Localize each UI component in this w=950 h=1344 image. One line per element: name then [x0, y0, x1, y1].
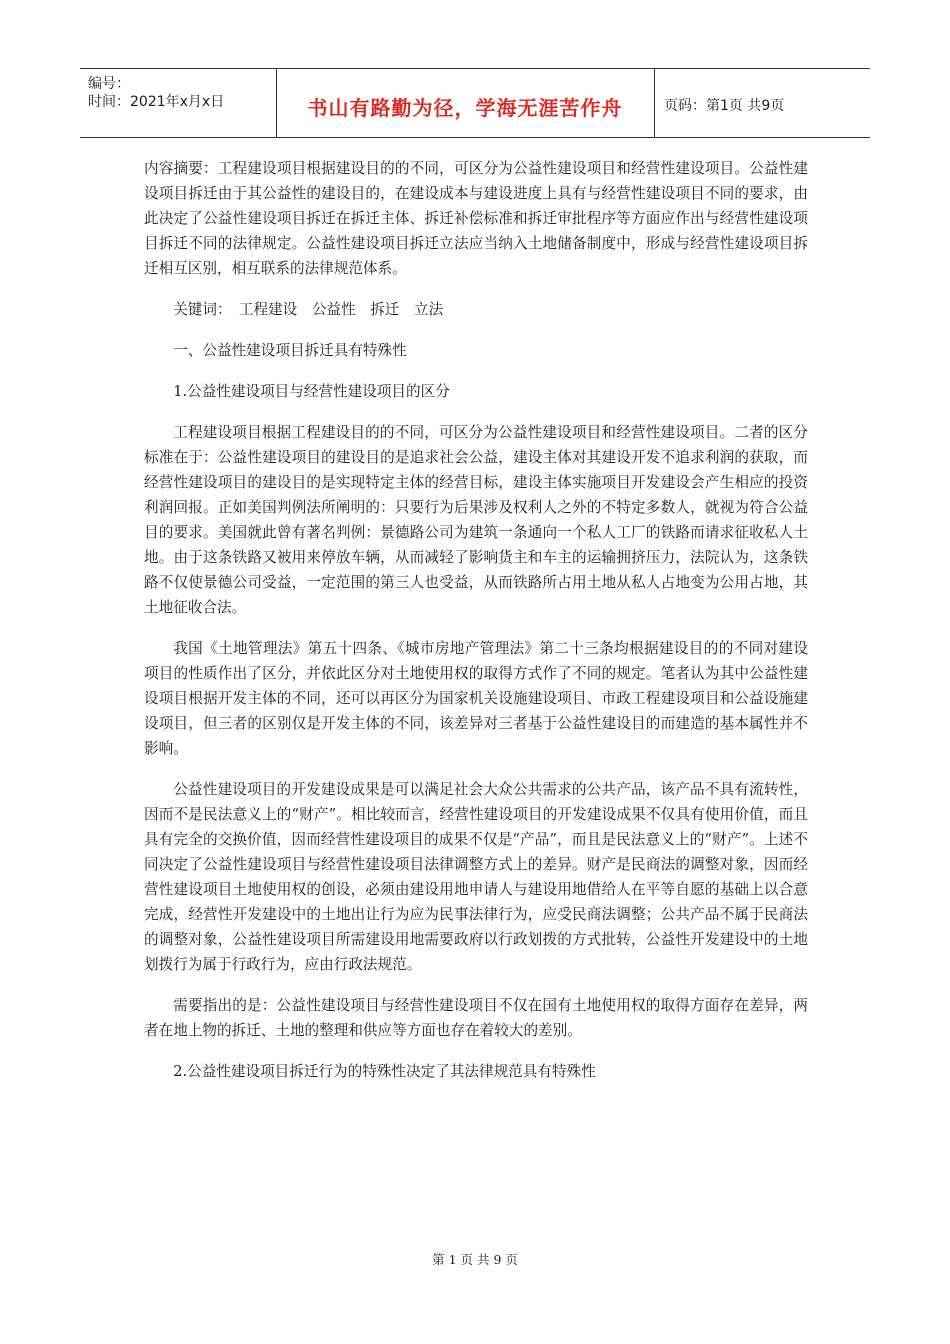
page-footer: 第 1 页 共 9 页	[432, 1252, 518, 1267]
keywords-line: 关键词： 工程建设 公益性 拆迁 立法	[173, 301, 444, 318]
section-heading-1: 一、公益性建设项目拆迁具有特殊性	[173, 342, 407, 359]
abstract-paragraph: 内容摘要：工程建设项目根据建设目的的不同，可区分为公益性建设项目和经营性建设项目。公益性建设项目拆迁由于其公益性的建设目的，在建设成本与建设进度上具有与经营性建设项目不同的要求，由此决定了公益性建设项目拆迁在拆迁主体、拆迁补偿标准和拆迁审批程序等方面应作出与经营性建设项目拆迁不同的法律规定。公益性建设项目拆迁立法应当纳入土地储备制度中，形成与经营性建设项目拆迁相互区别，相互联系的法律规范体系。	[144, 160, 808, 277]
subsection-heading-2: 2.公益性建设项目拆迁行为的特殊性决定了其法律规范具有特殊性	[173, 1063, 596, 1080]
body-paragraph-2: 我国《土地管理法》第五十四条、《城市房地产管理法》第二十三条均根据建设目的的不同对建设项目的性质作出了区分，并依此区分对土地使用权的取得方式作了不同的规定。笔者认为其中公益性建设项目根据开发主体的不同，还可以再区分为国家机关设施建设项目、市政工程建设项目和公益设施建设项目，但三者的区别仅是开发主体的不同，该差异对三者基于公益性建设目的而建造的基本属性并不影响。	[144, 640, 808, 757]
document-date: 时间：2021年x月x日	[88, 94, 225, 110]
page-header	[80, 68, 870, 138]
body-paragraph-1: 工程建设项目根据工程建设目的的不同，可区分为公益性建设项目和经营性建设项目。二者的区分标准在于：公益性建设项目的建设目的是追求社会公益，建设主体对其建设开发不追求利润的获取，而经营性建设项目的建设目的是实现特定主体的经营目标，建设主体实施项目开发建设会产生相应的投资利润回报。正如美国判例法所阐明的：只要行为后果涉及权利人之外的不特定多数人，就视为符合公益目的要求。美国就此曾有著名判例：景德路公司为建筑一条通向一个私人工厂的铁路而请求征收私人土地。由于这条铁路又被用来停放车辆，从而减轻了影响货主和车主的运输拥挤压力，法院认为，这条铁路不仅使景德公司受益，一定范围的第三人也受益，从而铁路所占用土地从私人占地变为公用占地，其土地征收合法。	[144, 424, 808, 616]
document-number: 编号：	[88, 76, 130, 92]
subsection-heading-1: 1.公益性建设项目与经营性建设项目的区分	[173, 383, 450, 400]
header-page-info: 页码：第1页 共9页	[664, 97, 785, 114]
document-body	[144, 156, 808, 1084]
body-paragraph-4: 需要指出的是：公益性建设项目与经营性建设项目不仅在国有土地使用权的取得方面存在差异，两者在地上物的拆迁、土地的整理和供应等方面也存在着较大的差别。	[144, 997, 808, 1039]
body-paragraph-3: 公益性建设项目的开发建设成果是可以满足社会大众公共需求的公共产品，该产品不具有流转性，因而不是民法意义上的“财产”。相比较而言，经营性建设项目的开发建设成果不仅具有使用价值，而且具有完全的交换价值，因而经营性建设项目的成果不仅是“产品”，而且是民法意义上的“财产”。上述不同决定了公益性建设项目与经营性建设项目法律调整方式上的差异。财产是民商法的调整对象，因而经营性建设项目土地使用权的创设，必须由建设用地申请人与建设用地借给人在平等自愿的基础上以合意完成，经营性开发建设中的土地出让行为应为民事法律行为，应受民商法调整；公共产品不属于民商法的调整对象，公益性建设项目所需建设用地需要政府以行政划拨的方式批转，公益性开发建设中的土地划拨行为属于行政行为，应由行政法规范。	[144, 781, 808, 973]
header-motto-cell	[276, 69, 655, 137]
header-meta	[80, 69, 277, 137]
header-motto: 书山有路勤为径，学海无涯苦作舟	[307, 95, 623, 120]
